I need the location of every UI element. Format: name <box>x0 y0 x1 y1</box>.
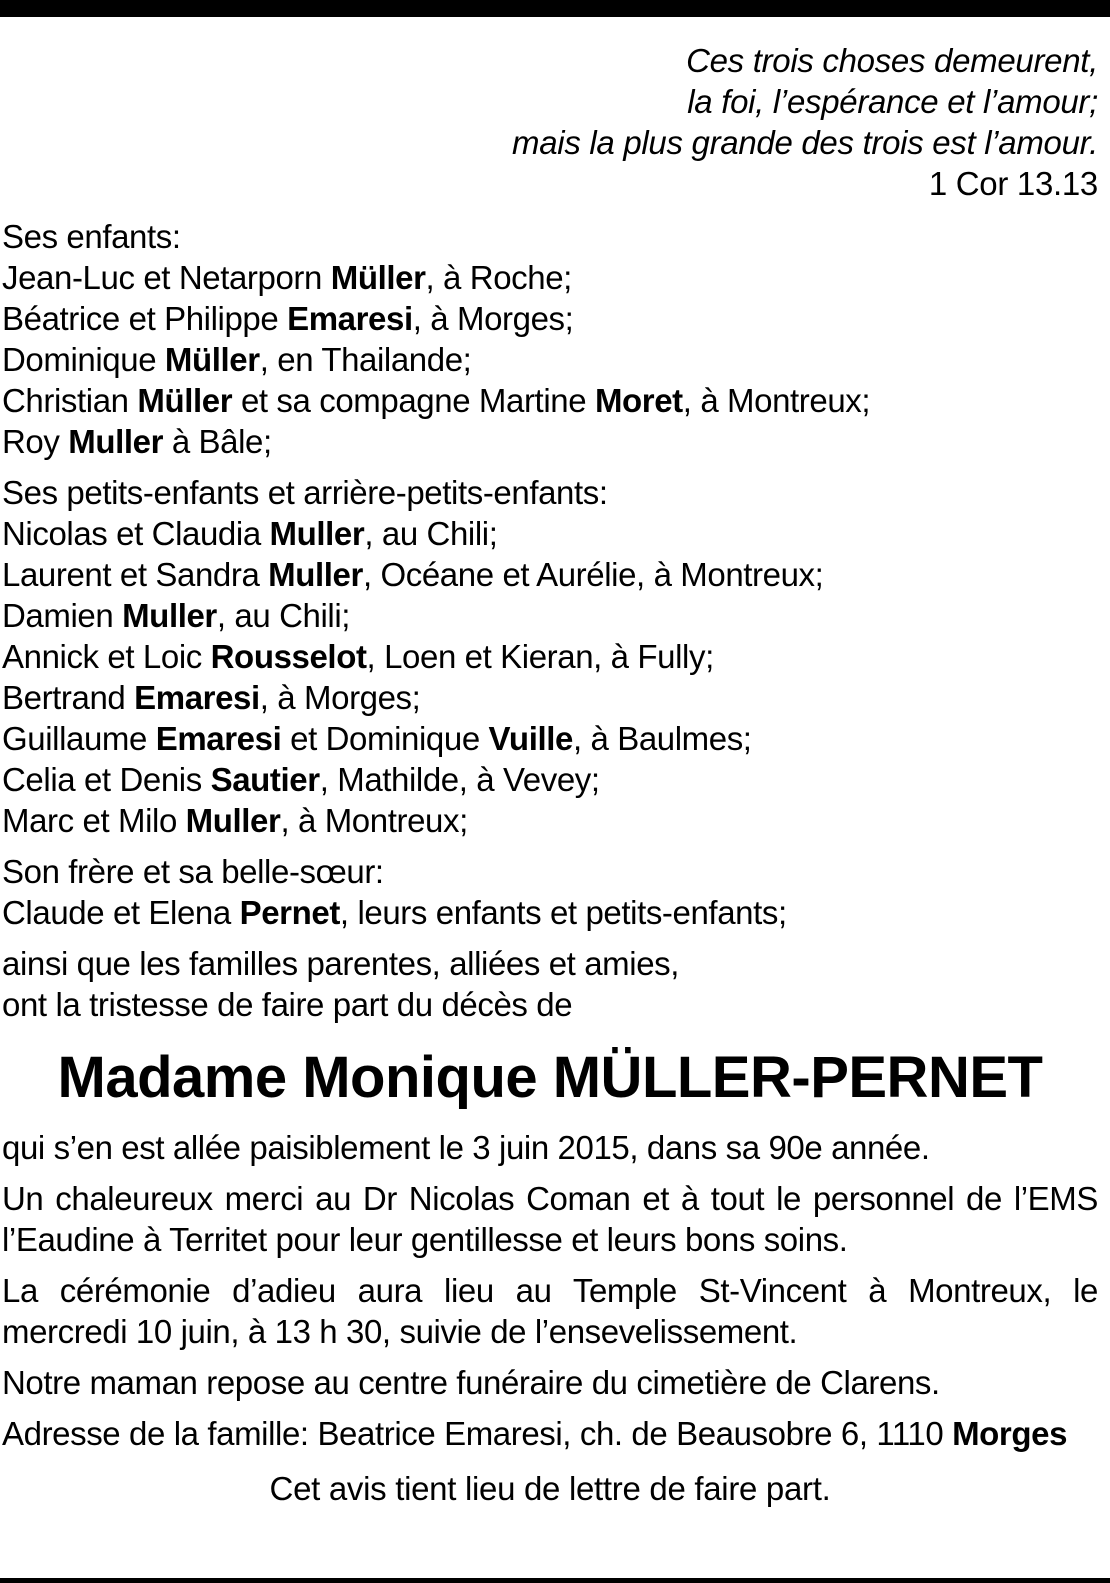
entry-text: , Mathilde, à Vevey; <box>319 761 600 798</box>
family-entry <box>2 636 1098 677</box>
entry-text: , à Baulmes; <box>572 720 752 757</box>
family-entry <box>2 298 1098 339</box>
family-surname: Emaresi <box>134 679 260 716</box>
family-entry <box>2 800 1098 841</box>
entry-text: , au Chili; <box>364 515 498 552</box>
children-section <box>2 216 1098 462</box>
family-address <box>2 1413 1098 1454</box>
entry-text: et Dominique <box>281 720 489 757</box>
family-entry <box>2 421 1098 462</box>
entry-text: , à Montreux; <box>682 382 871 419</box>
entry-text: Annick et Loic <box>2 638 211 675</box>
family-surname: Muller <box>269 515 365 552</box>
family-surname: Moret <box>594 382 683 419</box>
entry-text: , au Chili; <box>216 597 351 634</box>
section-heading: Ses petits-enfants et arrière-petits-enfants: <box>2 474 608 511</box>
address-city: Morges <box>952 1415 1068 1452</box>
entry-text: Laurent et Sandra <box>2 556 269 593</box>
entry-text: , à Morges; <box>259 679 421 716</box>
epigraph-line: mais la plus grande des trois est l’amour. <box>512 124 1098 161</box>
family-surname: Müller <box>137 382 233 419</box>
family-entry <box>2 759 1098 800</box>
entry-text: , Océane et Aurélie, à Montreux; <box>362 556 824 593</box>
family-surname: Muller <box>268 556 363 593</box>
entry-text: , à Roche; <box>425 259 572 296</box>
family-entry <box>2 339 1098 380</box>
epigraph-line: la foi, l’espérance et l’amour; <box>687 83 1098 120</box>
entry-text: Jean-Luc et Netarporn <box>2 259 331 296</box>
entry-text: , à Montreux; <box>280 802 468 839</box>
family-surname: Rousselot <box>210 638 367 675</box>
announcement-line: ont la tristesse de faire part du décès de <box>2 986 573 1023</box>
family-surname: Muller <box>185 802 281 839</box>
siblings-section <box>2 851 1098 933</box>
entry-text: , à Morges; <box>412 300 574 337</box>
entry-text: Marc et Milo <box>2 802 186 839</box>
deceased-name: Madame Monique MÜLLER-PERNET <box>57 1045 1043 1110</box>
family-entry <box>2 257 1098 298</box>
family-surname: Müller <box>164 341 260 378</box>
family-entry <box>2 677 1098 718</box>
resting-place-text: Notre maman repose au centre funéraire du cimetière de Clarens. <box>2 1364 940 1401</box>
bottom-rule <box>0 1578 1110 1583</box>
family-surname: Muller <box>122 597 217 634</box>
entry-text: Bertrand <box>2 679 135 716</box>
entry-text: , Loen et Kieran, à Fully; <box>366 638 714 675</box>
epigraph-reference: 1 Cor 13.13 <box>928 165 1098 202</box>
entry-text: Guillaume <box>2 720 156 757</box>
family-surname: Emaresi <box>287 300 413 337</box>
family-surname: Muller <box>68 423 164 460</box>
entry-text: Dominique <box>2 341 165 378</box>
announcement-line: ainsi que les familles parentes, alliées et amies, <box>2 945 680 982</box>
family-surname: Pernet <box>239 894 340 931</box>
section-heading: Ses enfants: <box>2 218 181 255</box>
grandchildren-section <box>2 472 1098 841</box>
entry-text: et sa compagne Martine <box>232 382 595 419</box>
entry-text: Celia et Denis <box>2 761 211 798</box>
ceremony-text: La cérémonie d’adieu aura lieu au Temple St-Vincent à Montreux, le mercredi 10 juin, à 13 h 30, suivie de l’ensevelissement. <box>2 1272 1098 1350</box>
announcement <box>2 943 1098 1025</box>
family-surname: Müller <box>330 259 426 296</box>
family-surname: Vuille <box>488 720 573 757</box>
family-entry <box>2 595 1098 636</box>
passing-text: qui s’en est allée paisiblement le 3 juin 2015, dans sa 90e année. <box>2 1129 930 1166</box>
obituary-notice <box>2 40 1098 1509</box>
thanks-text: Un chaleureux merci au Dr Nicolas Coman et à tout le personnel de l’EMS l’Eaudine à Territet pour leur gentillesse et leurs bons soins. <box>2 1180 1098 1258</box>
family-surname: Sautier <box>210 761 320 798</box>
epigraph <box>2 40 1098 204</box>
entry-text: Béatrice et Philippe <box>2 300 288 337</box>
entry-text: , leurs enfants et petits-enfants; <box>339 894 787 931</box>
entry-text: Roy <box>2 423 69 460</box>
entry-text: à Bâle; <box>163 423 272 460</box>
family-entry <box>2 513 1098 554</box>
address-text: Adresse de la famille: Beatrice Emaresi, ch. de Beausobre 6, 1110 <box>2 1415 953 1452</box>
family-entry <box>2 892 1098 933</box>
entry-text: , en Thailande; <box>259 341 472 378</box>
family-surname: Emaresi <box>155 720 282 757</box>
section-heading: Son frère et sa belle-sœur: <box>2 853 384 890</box>
closing-note: Cet avis tient lieu de lettre de faire part. <box>269 1470 831 1507</box>
family-entry <box>2 718 1098 759</box>
entry-text: Christian <box>2 382 138 419</box>
entry-text: Damien <box>2 597 123 634</box>
entry-text: Claude et Elena <box>2 894 240 931</box>
family-entry <box>2 380 1098 421</box>
epigraph-line: Ces trois choses demeurent, <box>686 42 1098 79</box>
top-rule <box>0 0 1110 17</box>
entry-text: Nicolas et Claudia <box>2 515 270 552</box>
family-entry <box>2 554 1098 595</box>
